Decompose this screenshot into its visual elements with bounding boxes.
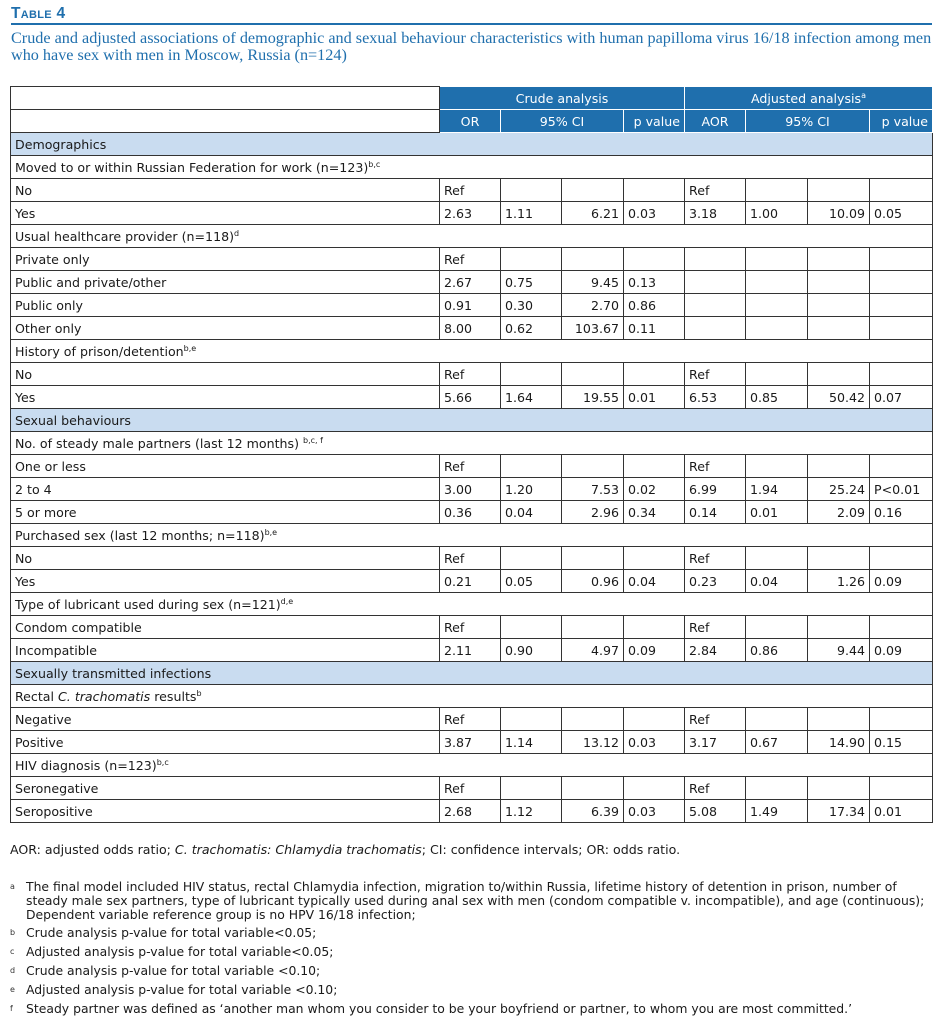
section-row <box>11 409 933 432</box>
or-cell: Ref <box>440 179 501 202</box>
ci-high-cell: 13.12 <box>562 731 624 754</box>
adj-ci-low-cell: 0.04 <box>746 570 808 593</box>
row-label: Public only <box>11 294 440 317</box>
variable-label: Rectal C. trachomatis results$^b$ <box>11 685 933 708</box>
pvalue-cell: 0.86 <box>624 294 685 317</box>
variable-row <box>11 225 933 248</box>
variable-row <box>11 754 933 777</box>
aor-cell: Ref <box>685 777 746 800</box>
variable-row <box>11 432 933 455</box>
header-row-columns <box>11 110 933 133</box>
variable-label: Moved to or within Russian Federation for work (n=123)$^{b,c}$ <box>11 156 933 179</box>
ci-high-cell <box>562 777 624 800</box>
pvalue-cell: 0.02 <box>624 478 685 501</box>
variable-row <box>11 156 933 179</box>
aor-cell: Ref <box>685 708 746 731</box>
section-sti: Sexually transmitted infections <box>11 662 933 685</box>
or-cell: 2.68 <box>440 800 501 823</box>
section-demographics: Demographics <box>11 133 933 156</box>
footnote <box>10 945 932 959</box>
variable-row <box>11 593 933 616</box>
adj-ci-low-cell <box>746 777 808 800</box>
row-label: Negative <box>11 708 440 731</box>
or-cell: 8.00 <box>440 317 501 340</box>
adj-ci-high-cell <box>808 455 870 478</box>
footnote-text: Adjusted analysis p-value for total variable<0.05; <box>26 944 334 960</box>
row-label: Yes <box>11 570 440 593</box>
or-cell: 3.87 <box>440 731 501 754</box>
footnote <box>10 926 932 940</box>
pvalue-cell: 0.03 <box>624 800 685 823</box>
aor-cell: 5.08 <box>685 800 746 823</box>
abbreviations: AOR: adjusted odds ratio; C. trachomatis: Chlamydia trachomatis; CI: confidence intervals; OR: odds ratio. <box>10 842 681 857</box>
table-row <box>11 363 933 386</box>
adj-ci-high-cell <box>808 616 870 639</box>
title-rule <box>11 23 932 25</box>
or-cell: Ref <box>440 616 501 639</box>
adj-ci-high-cell <box>808 271 870 294</box>
aor-cell: 6.53 <box>685 386 746 409</box>
variable-label: Purchased sex (last 12 months; n=118)$^{b,e}$ <box>11 524 933 547</box>
adj-ci-low-cell <box>746 248 808 271</box>
pvalue-cell: 0.03 <box>624 202 685 225</box>
ci-low-cell <box>501 363 562 386</box>
row-label: No <box>11 547 440 570</box>
ci-low-cell: 0.30 <box>501 294 562 317</box>
aor-cell: Ref <box>685 616 746 639</box>
adj-ci-low-cell <box>746 363 808 386</box>
variable-row <box>11 524 933 547</box>
adj-ci-high-cell: 1.26 <box>808 570 870 593</box>
or-cell: Ref <box>440 708 501 731</box>
adj-ci-high-cell <box>808 363 870 386</box>
or-cell: Ref <box>440 777 501 800</box>
adj-pvalue-cell: 0.09 <box>870 639 933 662</box>
row-label: Incompatible <box>11 639 440 662</box>
row-label: 5 or more <box>11 501 440 524</box>
pvalue-cell <box>624 179 685 202</box>
adj-ci-low-cell: 1.00 <box>746 202 808 225</box>
table-row <box>11 570 933 593</box>
or-cell: 2.67 <box>440 271 501 294</box>
table-label: Table 4 <box>11 5 66 22</box>
adjusted-header: Adjusted analysis$^a$ <box>685 87 933 110</box>
pvalue-cell <box>624 248 685 271</box>
table-row <box>11 386 933 409</box>
adj-ci-high-cell <box>808 777 870 800</box>
adj-ci-header: 95% CI <box>746 110 870 133</box>
row-label: Yes <box>11 202 440 225</box>
ci-header: 95% CI <box>501 110 624 133</box>
aor-cell: 0.23 <box>685 570 746 593</box>
table-caption: Crude and adjusted associations of demographic and sexual behaviour characteristics with human papilloma virus 16/18 infection among men who have sex with men in Moscow, Russia (n=124) <box>11 29 932 64</box>
footnote-mark: f <box>10 1003 13 1013</box>
footnote-mark: b <box>10 928 16 938</box>
adj-pvalue-cell <box>870 317 933 340</box>
ci-low-cell: 0.75 <box>501 271 562 294</box>
ci-low-cell: 0.90 <box>501 639 562 662</box>
row-label: Public and private/other <box>11 271 440 294</box>
adj-pvalue-cell <box>870 455 933 478</box>
variable-label: HIV diagnosis (n=123)$^{b,c}$ <box>11 754 933 777</box>
footnotes <box>10 880 932 1020</box>
ci-high-cell <box>562 179 624 202</box>
ci-low-cell: 1.11 <box>501 202 562 225</box>
row-label: Condom compatible <box>11 616 440 639</box>
footnote <box>10 1002 932 1016</box>
adj-pvalue-cell: 0.16 <box>870 501 933 524</box>
ci-high-cell <box>562 708 624 731</box>
or-cell: 0.91 <box>440 294 501 317</box>
pvalue-cell <box>624 708 685 731</box>
ci-low-cell: 1.20 <box>501 478 562 501</box>
adj-pvalue-cell <box>870 294 933 317</box>
header-blank <box>11 87 440 110</box>
adj-ci-low-cell <box>746 294 808 317</box>
footnote-text: Adjusted analysis p-value for total variable <0.10; <box>26 981 338 997</box>
adj-pvalue-cell: 0.05 <box>870 202 933 225</box>
aor-cell: 3.17 <box>685 731 746 754</box>
header-row-groups <box>11 87 933 110</box>
footnote-mark: c <box>10 947 15 957</box>
pvalue-cell <box>624 547 685 570</box>
adj-pvalue-cell: 0.09 <box>870 570 933 593</box>
table-row <box>11 616 933 639</box>
row-label: Private only <box>11 248 440 271</box>
or-cell: 2.63 <box>440 202 501 225</box>
aor-cell: Ref <box>685 363 746 386</box>
adj-pvalue-cell <box>870 777 933 800</box>
section-sexual-behaviours: Sexual behaviours <box>11 409 933 432</box>
ci-high-cell <box>562 455 624 478</box>
crude-header: Crude analysis <box>440 87 685 110</box>
or-cell: Ref <box>440 455 501 478</box>
adj-ci-low-cell <box>746 271 808 294</box>
ci-low-cell <box>501 547 562 570</box>
or-cell: 5.66 <box>440 386 501 409</box>
footnote <box>10 983 932 997</box>
adj-ci-low-cell <box>746 179 808 202</box>
pvalue-cell: 0.09 <box>624 639 685 662</box>
ci-high-cell: 4.97 <box>562 639 624 662</box>
aor-cell: 6.99 <box>685 478 746 501</box>
adj-pvalue-cell: 0.01 <box>870 800 933 823</box>
adj-pvalue-cell: P<0.01 <box>870 478 933 501</box>
adj-ci-low-cell: 0.85 <box>746 386 808 409</box>
adj-ci-high-cell: 9.44 <box>808 639 870 662</box>
adj-ci-low-cell: 0.86 <box>746 639 808 662</box>
ci-high-cell: 2.96 <box>562 501 624 524</box>
ci-low-cell <box>501 455 562 478</box>
table-row <box>11 501 933 524</box>
adj-pvalue-cell <box>870 708 933 731</box>
ci-high-cell: 6.21 <box>562 202 624 225</box>
row-label: Other only <box>11 317 440 340</box>
adj-ci-low-cell: 1.94 <box>746 478 808 501</box>
table-row <box>11 731 933 754</box>
ci-high-cell: 2.70 <box>562 294 624 317</box>
ci-high-cell: 19.55 <box>562 386 624 409</box>
adj-pvalue-cell: 0.15 <box>870 731 933 754</box>
adj-pvalue-cell <box>870 363 933 386</box>
ci-high-cell <box>562 248 624 271</box>
adj-pvalue-cell <box>870 271 933 294</box>
aor-cell: 0.14 <box>685 501 746 524</box>
aor-cell <box>685 294 746 317</box>
pvalue-cell <box>624 363 685 386</box>
adj-ci-high-cell <box>808 248 870 271</box>
variable-label: Type of lubricant used during sex (n=121)$^{d,e}$ <box>11 593 933 616</box>
table-row <box>11 639 933 662</box>
aor-cell: Ref <box>685 547 746 570</box>
ci-low-cell: 1.64 <box>501 386 562 409</box>
adj-pvalue-cell <box>870 248 933 271</box>
pvalue-cell: 0.03 <box>624 731 685 754</box>
adj-ci-high-cell: 14.90 <box>808 731 870 754</box>
adj-pvalue-cell <box>870 616 933 639</box>
table-row <box>11 179 933 202</box>
or-cell: 0.21 <box>440 570 501 593</box>
variable-label: History of prison/detention$^{b,e}$ <box>11 340 933 363</box>
footnote-text: Steady partner was defined as ‘another man whom you consider to be your boyfriend or partner, to whom you are most committed.’ <box>26 1000 853 1016</box>
ci-low-cell <box>501 708 562 731</box>
adj-ci-low-cell <box>746 317 808 340</box>
variable-label: No. of steady male partners (last 12 months) $^{b,c, f}$ <box>11 432 933 455</box>
or-cell: Ref <box>440 248 501 271</box>
footnote <box>10 880 932 921</box>
or-cell: 2.11 <box>440 639 501 662</box>
pvalue-cell: 0.04 <box>624 570 685 593</box>
ci-high-cell: 0.96 <box>562 570 624 593</box>
footnote-mark: e <box>10 984 15 994</box>
footnote-text: Crude analysis p-value for total variable <0.10; <box>26 962 321 978</box>
or-cell: 3.00 <box>440 478 501 501</box>
adj-ci-low-cell: 1.49 <box>746 800 808 823</box>
adj-ci-low-cell <box>746 616 808 639</box>
table-row <box>11 777 933 800</box>
footnote-text: The final model included HIV status, rectal Chlamydia infection, migration to/within Russia, lifetime history of detention in prison, number of steady male sex partners, type of lubricant typically used during anal sex with men (condom compatible v. incompatible), and age (continuous); Dependent variable reference group is no HPV 16/18 infection; <box>26 879 925 922</box>
aor-cell: Ref <box>685 455 746 478</box>
ci-high-cell: 9.45 <box>562 271 624 294</box>
ci-low-cell <box>501 777 562 800</box>
footnote-mark: d <box>10 965 16 975</box>
results-table <box>10 86 933 823</box>
pvalue-cell: 0.13 <box>624 271 685 294</box>
ci-high-cell <box>562 547 624 570</box>
ci-low-cell <box>501 248 562 271</box>
adj-ci-high-cell <box>808 708 870 731</box>
adj-ci-high-cell <box>808 179 870 202</box>
adj-ci-high-cell: 25.24 <box>808 478 870 501</box>
adj-pvalue-header: p value <box>870 110 933 133</box>
adj-pvalue-cell <box>870 179 933 202</box>
ci-high-cell <box>562 616 624 639</box>
table-row <box>11 248 933 271</box>
table-row <box>11 478 933 501</box>
ci-high-cell: 7.53 <box>562 478 624 501</box>
variable-row <box>11 340 933 363</box>
pvalue-cell <box>624 616 685 639</box>
pvalue-cell: 0.11 <box>624 317 685 340</box>
table-row <box>11 202 933 225</box>
table-row <box>11 271 933 294</box>
table-row <box>11 317 933 340</box>
row-label: 2 to 4 <box>11 478 440 501</box>
section-row <box>11 662 933 685</box>
aor-cell: Ref <box>685 179 746 202</box>
table-row <box>11 547 933 570</box>
pvalue-header: p value <box>624 110 685 133</box>
adj-ci-high-cell: 17.34 <box>808 800 870 823</box>
variable-row <box>11 685 933 708</box>
row-label: No <box>11 363 440 386</box>
or-header: OR <box>440 110 501 133</box>
header-blank-2 <box>11 110 440 133</box>
aor-cell: 2.84 <box>685 639 746 662</box>
adj-ci-low-cell: 0.01 <box>746 501 808 524</box>
row-label: Positive <box>11 731 440 754</box>
aor-cell <box>685 317 746 340</box>
adj-ci-low-cell <box>746 455 808 478</box>
section-row <box>11 133 933 156</box>
adj-ci-high-cell: 2.09 <box>808 501 870 524</box>
adj-ci-high-cell: 50.42 <box>808 386 870 409</box>
aor-cell: 3.18 <box>685 202 746 225</box>
row-label: No <box>11 179 440 202</box>
footnote <box>10 964 932 978</box>
row-label: Seropositive <box>11 800 440 823</box>
row-label: One or less <box>11 455 440 478</box>
ci-high-cell <box>562 363 624 386</box>
ci-low-cell: 0.04 <box>501 501 562 524</box>
or-cell: Ref <box>440 363 501 386</box>
row-label: Yes <box>11 386 440 409</box>
aor-cell <box>685 271 746 294</box>
pvalue-cell: 0.34 <box>624 501 685 524</box>
row-label: Seronegative <box>11 777 440 800</box>
adj-ci-low-cell: 0.67 <box>746 731 808 754</box>
ci-low-cell <box>501 616 562 639</box>
table-row <box>11 800 933 823</box>
ci-low-cell: 0.05 <box>501 570 562 593</box>
aor-cell <box>685 248 746 271</box>
adj-ci-low-cell <box>746 547 808 570</box>
footnote-mark: a <box>10 882 15 891</box>
ci-low-cell: 1.14 <box>501 731 562 754</box>
pvalue-cell: 0.01 <box>624 386 685 409</box>
or-cell: Ref <box>440 547 501 570</box>
aor-header: AOR <box>685 110 746 133</box>
footnote-text: Crude analysis p-value for total variable<0.05; <box>26 925 317 941</box>
adj-ci-high-cell <box>808 294 870 317</box>
ci-low-cell: 0.62 <box>501 317 562 340</box>
adj-pvalue-cell: 0.07 <box>870 386 933 409</box>
ci-low-cell: 1.12 <box>501 800 562 823</box>
ci-high-cell: 6.39 <box>562 800 624 823</box>
adj-ci-high-cell <box>808 547 870 570</box>
ci-low-cell <box>501 179 562 202</box>
adj-ci-low-cell <box>746 708 808 731</box>
table-row <box>11 294 933 317</box>
adj-ci-high-cell: 10.09 <box>808 202 870 225</box>
table-row <box>11 708 933 731</box>
pvalue-cell <box>624 777 685 800</box>
adj-pvalue-cell <box>870 547 933 570</box>
ci-high-cell: 103.67 <box>562 317 624 340</box>
table-row <box>11 455 933 478</box>
variable-label: Usual healthcare provider (n=118)$^d$ <box>11 225 933 248</box>
adj-ci-high-cell <box>808 317 870 340</box>
or-cell: 0.36 <box>440 501 501 524</box>
pvalue-cell <box>624 455 685 478</box>
